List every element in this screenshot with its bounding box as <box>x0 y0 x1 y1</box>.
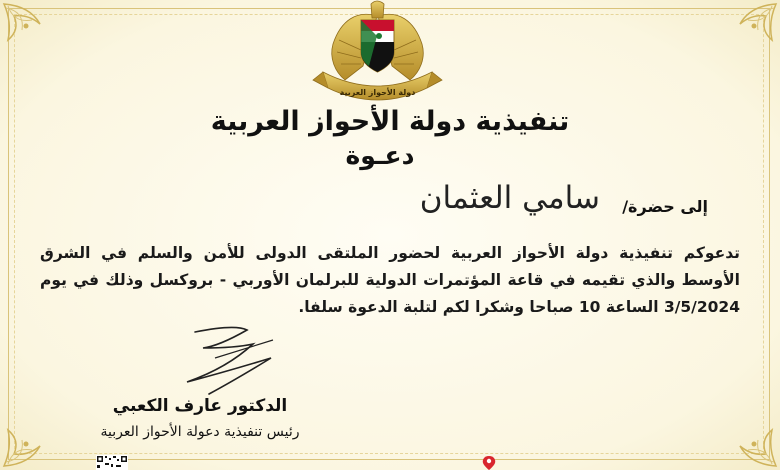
location-pin-icon <box>480 455 498 470</box>
signatory-title: رئيس تنفيذية دعولة الأحواز العربية <box>100 424 300 440</box>
organization-title: تنفيذية دولة الأحواز العربية <box>210 106 570 137</box>
signatory-name: الدكتور عارف الكعبي <box>112 396 288 416</box>
handwritten-signature-icon <box>175 318 285 400</box>
recipient-name: سامي العثمان <box>419 180 600 216</box>
recipient-label: إلى حضرة/ <box>622 197 708 216</box>
floral-corner-ornament-icon <box>720 410 780 470</box>
floral-corner-ornament-icon <box>720 0 780 60</box>
emblem-ribbon-text: دولة الأحواز العربية <box>339 88 416 97</box>
eagle-emblem-icon <box>305 0 450 108</box>
invitation-heading: دعـوة <box>345 141 415 170</box>
floral-corner-ornament-icon <box>0 410 60 470</box>
qr-code-icon <box>96 455 128 470</box>
invitation-body: تدعوكم تنفيذية دولة الأحواز العربية لحضور الملتقى الدولى للأمن والسلم في الشرق الأوسط والذي تقيمه في قاعة المؤتمرات الدولية للبرلمان الأوربي - بروكسل وذلك في يوم 3/5/2024 الساعة 10 صباحا وشكرا لكم لتلبة الدعوة سلفا. <box>40 244 740 316</box>
floral-corner-ornament-icon <box>0 0 60 60</box>
